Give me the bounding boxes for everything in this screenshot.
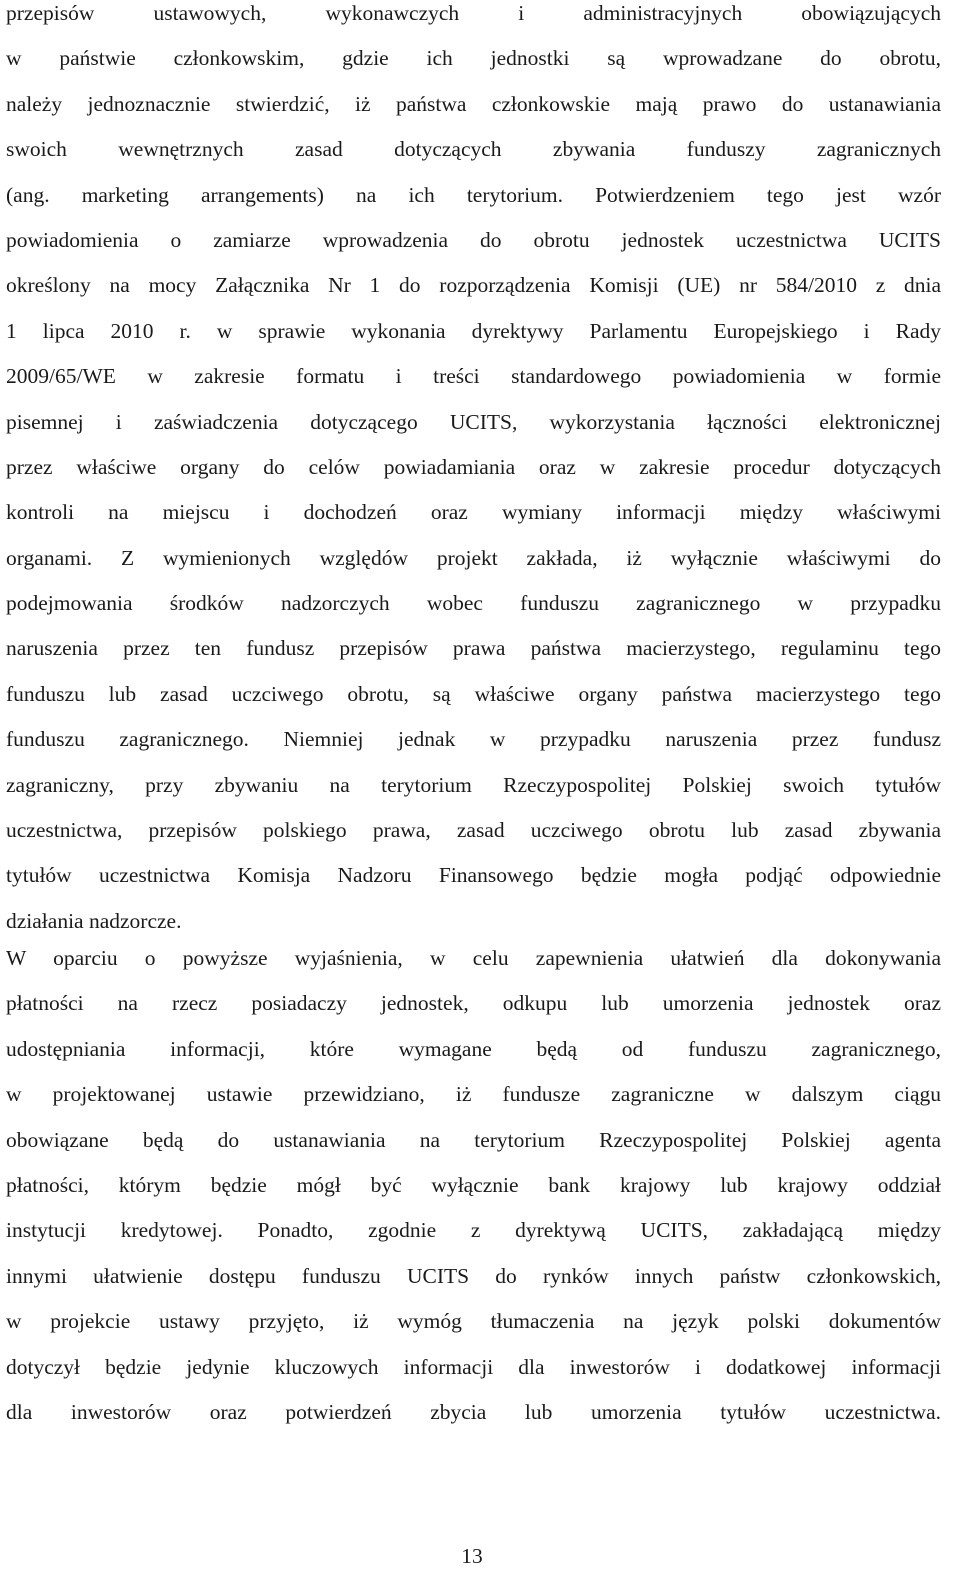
text-line: W oparciu o powyższe wyjaśnienia, w celu zapewnienia ułatwień dla dokonywania [6,946,941,970]
text-line: organami. Z wymienionych względów projekt zakłada, iż wyłącznie właściwymi do [6,545,941,570]
text-line: określony na mocy Załącznika Nr 1 do rozporządzenia Komisji (UE) nr 584/2010 z dnia [6,273,941,298]
text-line: naruszenia przez ten fundusz przepisów prawa państwa macierzystego, regulaminu tego [6,636,941,661]
text-line: powiadomienia o zamiarze wprowadzenia do obrotu jednostek uczestnictwa UCITS [6,227,941,252]
text-line: w projekcie ustawy przyjęto, iż wymóg tłumaczenia na język polski dokumentów [6,1309,941,1334]
text-line: obowiązane będą do ustanawiania na terytorium Rzeczypospolitej Polskiej agenta [6,1127,941,1152]
text-line: zagraniczny, przy zbywaniu na terytorium Rzeczypospolitej Polskiej swoich tytułów [6,772,941,797]
text-line: udostępniania informacji, które wymagane będą od funduszu zagranicznego, [6,1036,941,1061]
text-line: 1 lipca 2010 r. w sprawie wykonania dyrektywy Parlamentu Europejskiego i Rady [6,318,941,343]
text-line: w państwie członkowskim, gdzie ich jednostki są wprowadzane do obrotu, [6,46,941,71]
text-line: innymi ułatwienie dostępu funduszu UCITS do rynków innych państw członkowskich, [6,1263,941,1288]
text-line: funduszu lub zasad uczciwego obrotu, są właściwe organy państwa macierzystego tego [6,681,941,706]
text-line: należy jednoznacznie stwierdzić, iż państwa członkowskie mają prawo do ustanawiania [6,91,941,116]
text-line: płatności, którym będzie mógł być wyłącznie bank krajowy lub krajowy oddział [6,1172,941,1197]
text-line: działania nadzorcze. [6,908,182,933]
text-line: płatności na rzecz posiadaczy jednostek, odkupu lub umorzenia jednostek oraz [6,991,941,1016]
text-line: 2009/65/WE w zakresie formatu i treści standardowego powiadomienia w formie [6,364,941,389]
paragraph-1 [6,0,941,944]
text-line: w projektowanej ustawie przewidziano, iż fundusze zagraniczne w dalszym ciągu [6,1082,941,1107]
text-line: przez właściwe organy do celów powiadamiania oraz w zakresie procedur dotyczących [6,454,941,479]
text-line: funduszu zagranicznego. Niemniej jednak w przypadku naruszenia przez fundusz [6,727,941,752]
text-line: podejmowania środków nadzorczych wobec funduszu zagranicznego w przypadku [6,591,941,616]
text-line: (ang. marketing arrangements) na ich terytorium. Potwierdzeniem tego jest wzór [6,182,941,207]
text-line: swoich wewnętrznych zasad dotyczących zbywania funduszy zagranicznych [6,137,941,162]
text-line: pisemnej i zaświadczenia dotyczącego UCITS, wykorzystania łączności elektronicznej [6,409,941,434]
paragraph-2 [6,936,941,1435]
text-line: tytułów uczestnictwa Komisja Nadzoru Finansowego będzie mogła podjąć odpowiednie [6,863,941,888]
text-line: dotyczył będzie jedynie kluczowych informacji dla inwestorów i dodatkowej informacji [6,1354,941,1379]
text-line: dla inwestorów oraz potwierdzeń zbycia lub umorzenia tytułów uczestnictwa. [6,1399,941,1424]
page-number: 13 [461,1544,483,1568]
text-line: przepisów ustawowych, wykonawczych i administracyjnych obowiązujących [6,1,941,25]
text-line: uczestnictwa, przepisów polskiego prawa, zasad uczciwego obrotu lub zasad zbywania [6,818,941,843]
text-line: instytucji kredytowej. Ponadto, zgodnie z dyrektywą UCITS, zakładającą między [6,1218,941,1243]
text-line: kontroli na miejscu i dochodzeń oraz wymiany informacji między właściwymi [6,500,941,525]
